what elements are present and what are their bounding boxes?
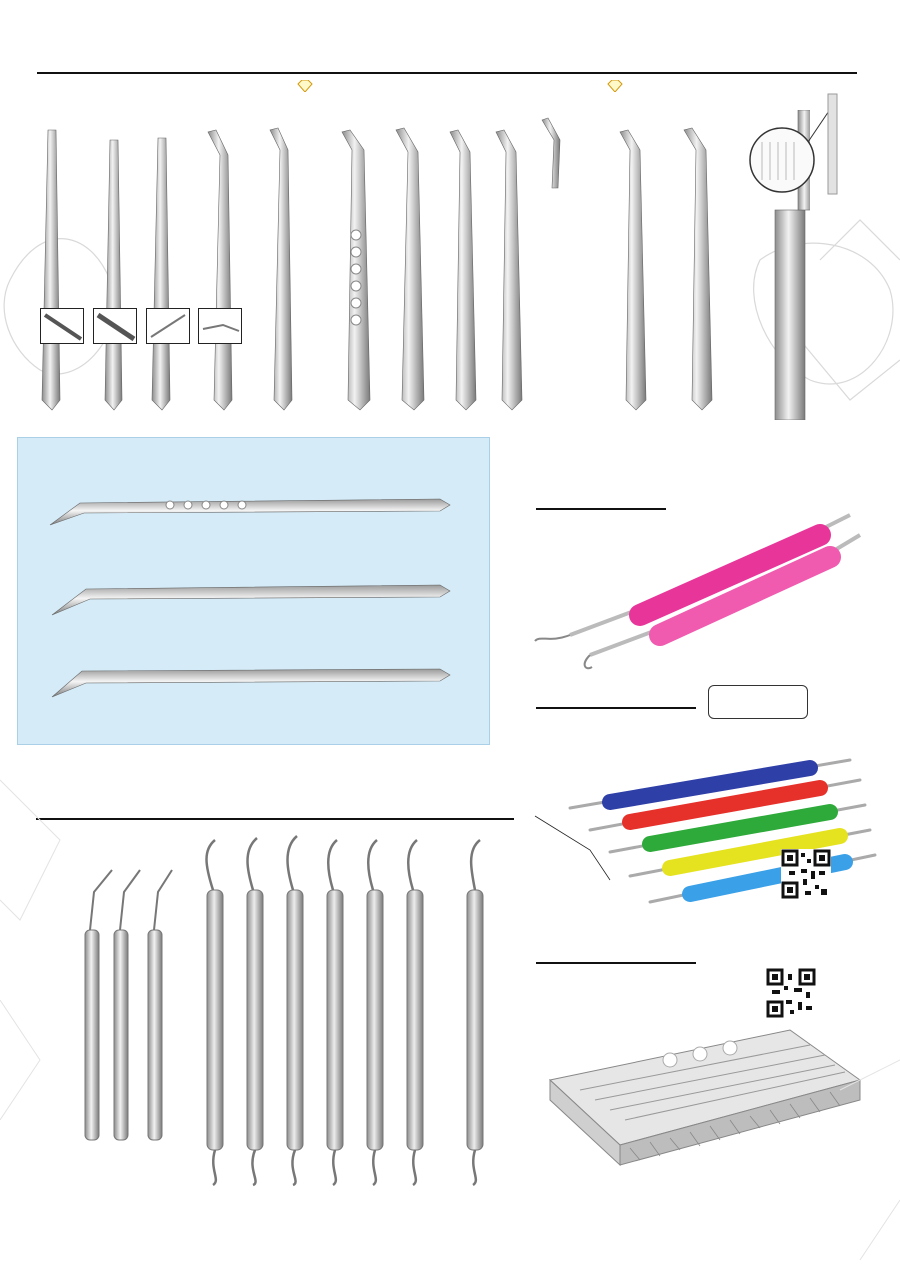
diamond-icon — [296, 80, 314, 92]
set6-tweezers-illustrations — [40, 475, 460, 745]
articulation-tip-detail — [740, 92, 860, 202]
diamond-icon — [606, 80, 624, 92]
paro1-rule — [536, 707, 696, 709]
header-rule — [37, 72, 857, 74]
tip-detail-793 — [93, 308, 137, 344]
tip-detail-789a — [198, 308, 242, 344]
tip-detail-789 — [146, 308, 190, 344]
prophy-instruments — [530, 495, 890, 675]
tip-detail-792 — [40, 308, 84, 344]
tweezers-illustrations — [30, 110, 810, 420]
curette-illustrations — [195, 830, 505, 1190]
colori-logo — [708, 685, 808, 719]
probe-illustrations — [30, 830, 200, 1150]
